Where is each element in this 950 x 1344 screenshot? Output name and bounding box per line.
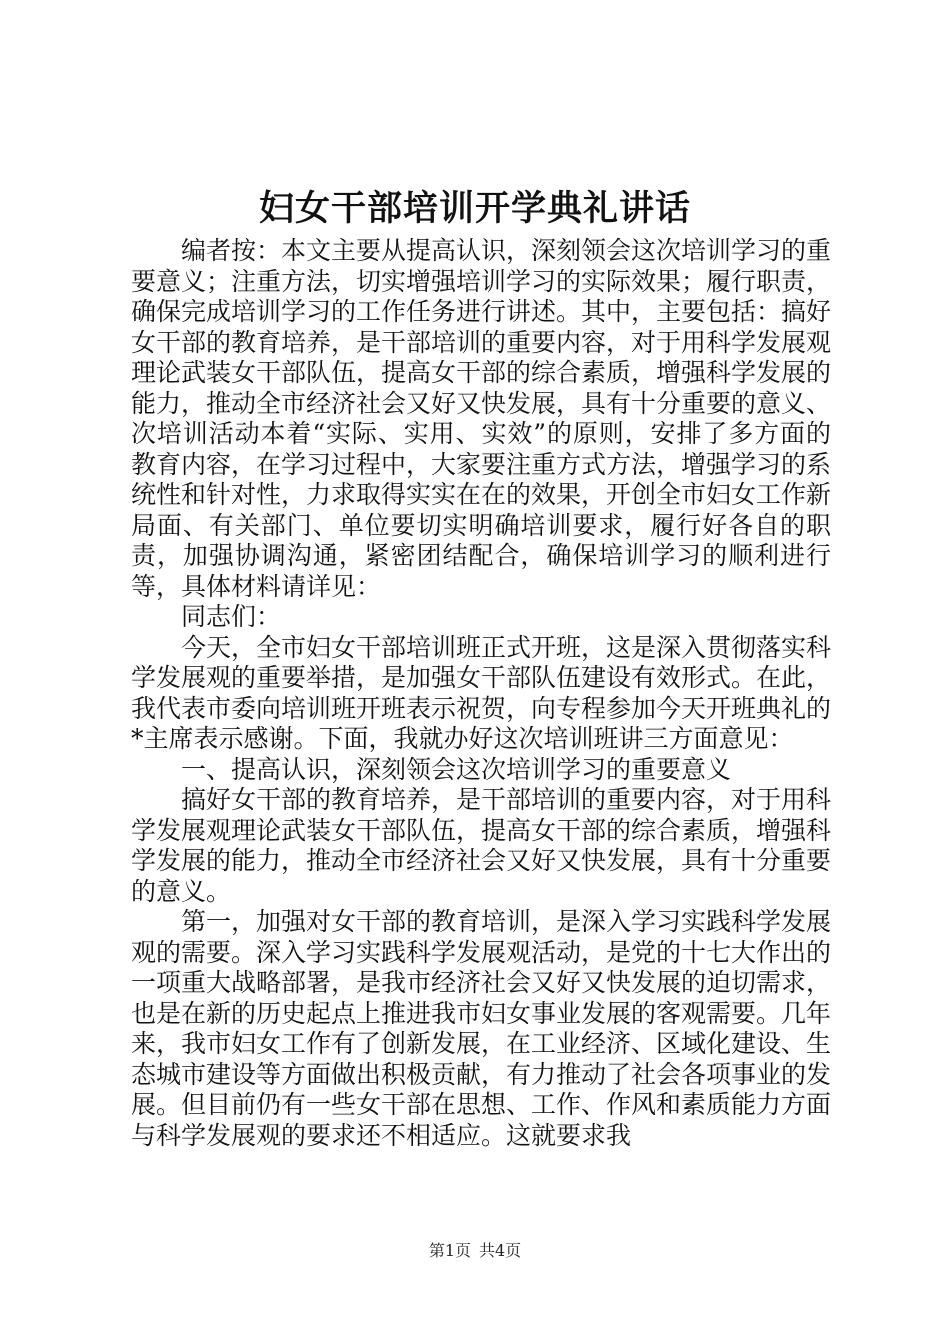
opening-paragraph: 今天，全市妇女干部培训班正式开班，这是深入贯彻落实科学发展观的重要举措，是加强女干部队伍建设有效形式。在此，我代表市委向培训班开班表示祝贺，向专程参加今天开班典礼的*主席表示感谢。下面，我就办好这次培训班讲三方面意见： — [131, 632, 832, 753]
editor-note-paragraph: 编者按：本文主要从提高认识，深刻领会这次培训学习的重要意义；注重方法，切实增强培训学习的实际效果；履行职责，确保完成培训学习的工作任务进行讲述。其中，主要包括：搞好女干部的教育培养，是干部培训的重要内容，对于用科学发展观理论武装女干部队伍，提高女干部的综合素质，增强科学发展的能力，推动全市经济社会又好又快发展，具有十分重要的意义、次培训活动本着“实际、实用、实效”的原则，安排了多方面的教育内容，在学习过程中，大家要注重方式方法，增强学习的系统性和针对性，力求取得实实在在的效果，开创全市妇女工作新局面、有关部门、单位要切实明确培训要求，履行好各自的职责，加强协调沟通，紧密团结配合，确保培训学习的顺利进行等，具体材料请详见： — [131, 236, 832, 601]
section-intro-paragraph: 搞好女干部的教育培养，是干部培训的重要内容，对于用科学发展观理论武装女干部队伍，提高女干部的综合素质，增强科学发展的能力，推动全市经济社会又好又快发展，具有十分重要的意义。 — [131, 785, 832, 906]
section-heading: 一、提高认识，深刻领会这次培训学习的重要意义 — [181, 754, 732, 784]
page-footer — [0, 1240, 950, 1262]
page-number: 第1页 — [428, 1241, 471, 1260]
point-one-paragraph: 第一，加强对女干部的教育培训，是深入学习实践科学发展观的需要。深入学习实践科学发展观活动，是党的十七大作出的一项重大战略部署，是我市经济社会又好又快发展的迫切需求，也是在新的历史起点上推进我市妇女事业发展的客观需要。几年来，我市妇女工作有了创新发展，在工业经济、区域化建设、生态城市建设等方面做出积极贡献，有力推动了社会各项事业的发展。但目前仍有一些女干部在思想、工作、作风和素质能力方面与科学发展观的要求还不相适应。这就要求我 — [131, 907, 832, 1150]
page-total: 共4页 — [479, 1241, 522, 1260]
salutation-paragraph: 同志们： — [181, 602, 282, 631]
document-title: 妇女干部培训开学典礼讲话 — [258, 188, 691, 229]
document-body — [131, 236, 831, 1151]
